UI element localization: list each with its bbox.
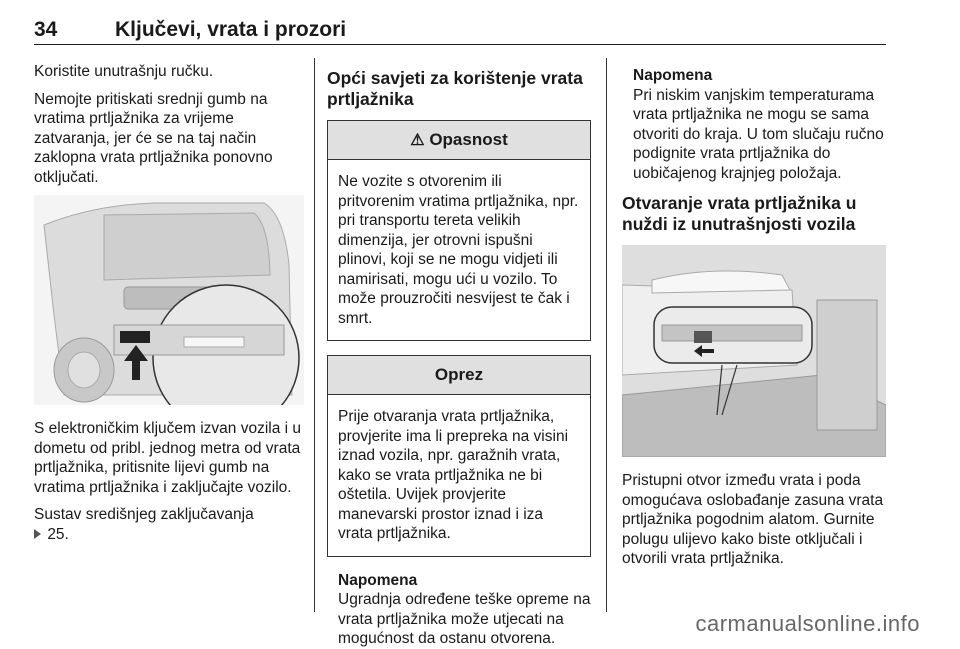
column-divider (606, 58, 607, 612)
interior-latch-svg (622, 245, 886, 457)
page-header (34, 12, 886, 45)
note-block (327, 571, 591, 649)
danger-title: Opasnost (429, 130, 508, 149)
page-number: 34 (34, 18, 58, 41)
watermark: carmanualsonline.info (695, 611, 920, 636)
column-left (34, 62, 304, 544)
page-reference-icon (34, 529, 41, 539)
note-text: Ugradnja određene teške opreme na vrata prtljažnika može utjecati na mogućnost da ostanu otvorena. (338, 591, 591, 647)
caution-text: Prije otvaranja vrata prtljažnika, provjerite ima li prepreka na visini iznad vozila, npr. garažnih vrata, kako se vrata prtljažnika ne bi oštetila. Uvijek provjerite manevarski prostor iznad i iza vrata prtljažnika. (338, 408, 569, 542)
paragraph (34, 505, 304, 544)
caution-box (327, 355, 591, 557)
tailgate-button-illustration (34, 195, 304, 405)
paragraph: Koristite unutrašnju ručku. (34, 63, 214, 80)
paragraph: Pristupni otvor između vrata i poda omogućava oslobađanje zasuna vrata prtljažnika pogodnim alatom. Gurnite polugu ulijevo kako biste otključali i otvorili vrata prtljažnika. (622, 472, 884, 567)
column-right (622, 66, 888, 577)
note-title: Napomena (338, 571, 418, 589)
page-reference[interactable]: 25. (47, 525, 69, 543)
section-heading: Opći savjeti za korištenje vrata prtljažnika (327, 68, 583, 109)
danger-box (327, 120, 591, 341)
paragraph: Nemojte pritiskati srednji gumb na vratima prtljažnika za vrijeme zatvaranja, jer će se na taj način zaklopna vrata prtljažnika ponovno otključati. (34, 90, 273, 186)
paragraph: S elektroničkim ključem izvan vozila i u dometu od pribl. jednog metra od vrata prtljažnika, pritisnite lijevi gumb na vratima prtljažnika i zaključajte vozilo. (34, 420, 302, 496)
page-title: Ključevi, vrata i prozori (115, 18, 347, 41)
note-title: Napomena (633, 67, 713, 84)
note-text: Pri niskim vanjskim temperaturama vrata prtljažnika ne mogu se sama otvoriti do kraja. U tom slučaju ručno podignite vrata prtljažnika do uobičajenog krajnjeg položaja. (633, 86, 884, 182)
rear-van-svg (34, 195, 304, 405)
column-middle (327, 68, 591, 649)
emergency-release-illustration (622, 245, 886, 457)
warning-triangle-icon: ⚠ (410, 132, 425, 149)
caution-title: Oprez (328, 356, 590, 395)
column-divider (314, 58, 315, 612)
note-block (622, 66, 888, 183)
section-heading: Otvaranje vrata prtljažnika u nuždi iz unutrašnjosti vozila (622, 193, 857, 234)
danger-text: Ne vozite s otvorenim ili pritvorenim vratima prtljažnika, npr. pri transportu tereta velikih dimenzija, jer otrovni ispušni plinovi, koji se ne mogu vidjeti ili namirisati, mogu ući u vozilo. To može prouzročiti nesvijest te čak i smrt. (338, 173, 579, 327)
danger-header (328, 121, 590, 160)
cross-reference-label: Sustav središnjeg zaključavanja (34, 506, 254, 523)
